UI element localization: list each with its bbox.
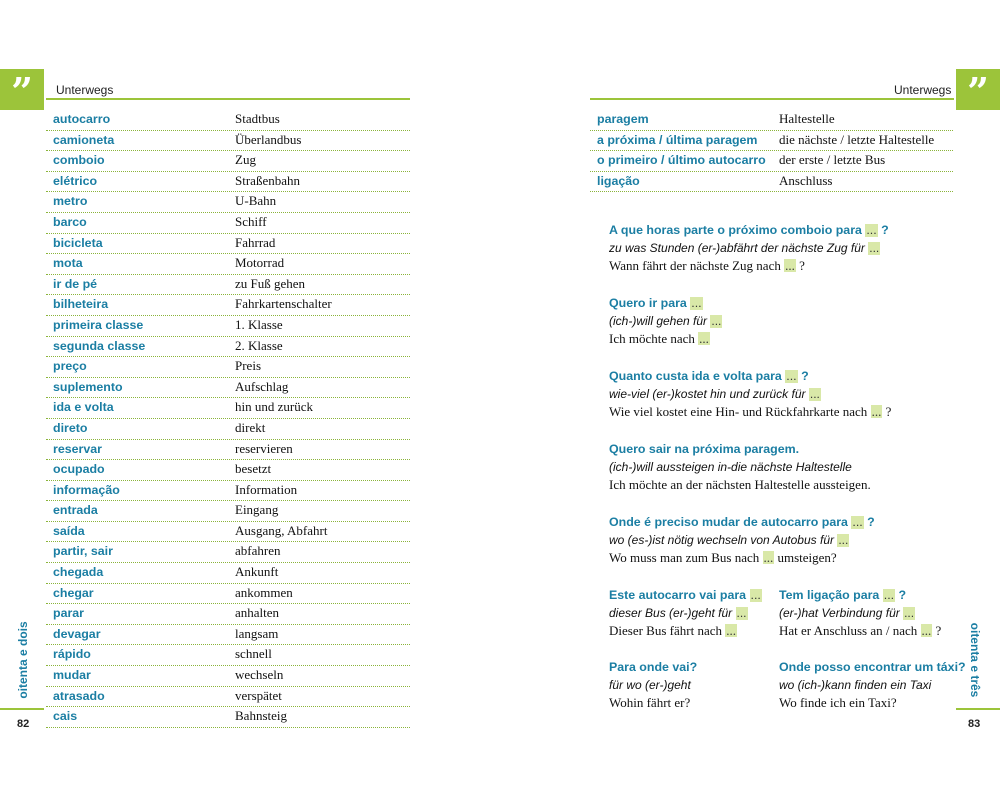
vocab-row	[590, 151, 953, 172]
vocab-row	[46, 234, 410, 255]
phrase-block	[779, 586, 941, 640]
placeholder-gap: ...	[866, 223, 877, 237]
phrase-block	[609, 367, 891, 421]
vocab-portuguese: direto	[53, 420, 88, 435]
placeholder-gap: ...	[838, 533, 849, 547]
vocab-portuguese: cais	[53, 709, 78, 724]
vocab-german: Anschluss	[779, 172, 833, 188]
vocab-portuguese: reservar	[53, 441, 102, 456]
phrase-german: Ich möchte an der nächsten Haltestelle aussteigen.	[609, 477, 871, 492]
vocab-row	[46, 110, 410, 131]
vocab-portuguese: chegada	[53, 565, 104, 580]
vocab-german: ankommen	[235, 584, 293, 600]
phrase-block	[609, 221, 889, 275]
vocab-german: reservieren	[235, 440, 293, 456]
vocab-portuguese: mudar	[53, 668, 91, 683]
vocab-portuguese: o primeiro / último autocarro	[597, 153, 766, 168]
phrase-portuguese: Quanto custa ida e volta para ... ?	[609, 369, 809, 383]
vocab-row	[46, 378, 410, 399]
vocab-german: Straßenbahn	[235, 172, 300, 188]
vocab-portuguese: ida e volta	[53, 400, 114, 415]
placeholder-gap: ...	[809, 387, 820, 401]
phrase-german: Dieser Bus fährt nach ...	[609, 623, 736, 638]
vocab-row	[46, 687, 410, 708]
phrase-literal: wo (es-)ist nötig wechseln von Autobus für ...	[609, 533, 849, 547]
placeholder-gap: ...	[699, 331, 709, 346]
phrase-portuguese: A que horas parte o próximo comboio para ... ?	[609, 223, 889, 237]
vocab-portuguese: comboio	[53, 153, 105, 168]
vocab-portuguese: elétrico	[53, 173, 98, 188]
page-number-divider-left	[0, 708, 44, 710]
vocab-german: Haltestelle	[779, 111, 835, 126]
placeholder-gap: ...	[921, 623, 932, 638]
vocab-row	[46, 254, 410, 275]
quote-icon-left: ”	[0, 69, 44, 110]
vocab-german: Preis	[235, 358, 261, 374]
vocab-portuguese: partir, sair	[53, 544, 113, 559]
side-label-right: oitenta e três	[968, 622, 982, 698]
phrase-block	[609, 586, 762, 640]
vocab-german: die nächste / letzte Haltestelle	[779, 131, 935, 147]
page-number-left: 82	[17, 718, 30, 730]
phrase-block	[609, 513, 875, 567]
vocab-row	[46, 192, 410, 213]
vocab-row	[46, 625, 410, 646]
vocab-row	[46, 645, 410, 666]
phrase-literal: (er-)hat Verbindung für ...	[779, 606, 915, 620]
vocab-row	[46, 151, 410, 172]
vocab-row	[46, 707, 410, 728]
vocab-row	[46, 337, 410, 358]
vocab-german: langsam	[235, 625, 279, 641]
vocab-german: schnell	[235, 646, 272, 662]
vocab-german: der erste / letzte Bus	[779, 152, 886, 168]
placeholder-gap: ...	[711, 314, 722, 328]
vocab-german: abfahren	[235, 543, 281, 559]
vocab-row	[46, 398, 410, 419]
placeholder-gap: ...	[785, 258, 795, 273]
side-label-left: oitenta e dois	[16, 621, 30, 699]
vocab-german: Fahrkartenschalter	[235, 296, 332, 312]
vocab-german: anhalten	[235, 605, 280, 621]
vocab-german: Eingang	[235, 502, 279, 518]
vocab-portuguese: a próxima / última paragem	[597, 132, 758, 147]
vocab-row	[46, 316, 410, 337]
phrase-german: Wo muss man zum Bus nach ... umsteigen?	[609, 550, 837, 565]
vocab-portuguese: suplemento	[53, 379, 123, 394]
placeholder-gap: ...	[871, 404, 882, 419]
vocab-row	[46, 604, 410, 625]
phrase-german: Wie viel kostet eine Hin- und Rückfahrkarte nach ... ?	[609, 404, 892, 419]
phrase-portuguese: Para onde vai?	[609, 660, 698, 674]
vocab-german: Stadtbus	[235, 111, 280, 126]
placeholder-gap: ...	[883, 588, 895, 602]
vocab-german: Motorrad	[235, 255, 285, 271]
vocab-portuguese: rápido	[53, 647, 91, 662]
phrase-literal: wie-viel (er-)kostet hin und zurück für ...	[609, 387, 820, 401]
vocab-portuguese: ir de pé	[53, 276, 98, 291]
vocab-german: Ankunft	[235, 564, 279, 580]
vocab-portuguese: parar	[53, 606, 84, 621]
vocab-portuguese: chegar	[53, 585, 94, 600]
phrase-german: Wohin fährt er?	[609, 695, 691, 710]
phrase-portuguese: Quero ir para ...	[609, 296, 702, 310]
quote-icon-right: ”	[956, 69, 1000, 110]
phrase-literal: dieser Bus (er-)geht für ...	[609, 606, 747, 620]
vocab-row	[46, 275, 410, 296]
vocab-row	[46, 295, 410, 316]
vocab-german: Ausgang, Abfahrt	[235, 522, 328, 538]
vocab-row	[46, 440, 410, 461]
vocab-list-left	[46, 110, 410, 728]
vocab-row	[46, 584, 410, 605]
placeholder-gap: ...	[736, 606, 747, 620]
vocab-row	[46, 213, 410, 234]
page-header-right: Unterwegs	[894, 83, 952, 97]
placeholder-gap: ...	[904, 606, 915, 620]
phrase-block	[609, 294, 722, 348]
vocab-portuguese: preço	[53, 359, 87, 374]
phrase-german: Hat er Anschluss an / nach ... ?	[779, 623, 942, 638]
vocab-german: zu Fuß gehen	[235, 275, 306, 291]
vocab-row	[46, 481, 410, 502]
vocab-german: verspätet	[235, 687, 282, 703]
phrase-literal: (ich-)will gehen für ...	[609, 314, 722, 328]
vocab-portuguese: entrada	[53, 503, 98, 518]
vocab-german: Schiff	[235, 213, 267, 229]
phrase-literal: (ich-)will aussteigen in-die nächste Haltestelle	[609, 460, 852, 474]
vocab-row	[46, 172, 410, 193]
vocab-portuguese: bilheteira	[53, 297, 109, 312]
vocab-german: U-Bahn	[235, 193, 277, 209]
vocab-german: Bahnsteig	[235, 708, 287, 724]
vocab-row	[46, 419, 410, 440]
vocab-portuguese: mota	[53, 256, 83, 271]
phrase-portuguese: Onde é preciso mudar de autocarro para ... ?	[609, 515, 875, 529]
vocab-german: 2. Klasse	[235, 337, 283, 353]
vocab-row	[46, 460, 410, 481]
vocab-row	[46, 501, 410, 522]
vocab-portuguese: paragem	[597, 112, 649, 126]
page-number-right: 83	[968, 718, 981, 730]
vocab-row	[590, 131, 953, 152]
vocab-portuguese: ocupado	[53, 462, 105, 477]
phrase-portuguese: Tem ligação para ... ?	[779, 588, 907, 602]
vocab-german: direkt	[235, 419, 266, 435]
vocab-row	[46, 542, 410, 563]
phrase-block	[609, 440, 871, 494]
vocab-portuguese: saída	[53, 523, 85, 538]
placeholder-gap: ...	[852, 515, 863, 529]
vocab-german: Aufschlag	[235, 378, 289, 394]
vocab-row	[46, 666, 410, 687]
vocab-portuguese: devagar	[53, 626, 101, 641]
vocab-german: Information	[235, 481, 298, 497]
phrase-block	[779, 658, 966, 712]
phrase-portuguese: Este autocarro vai para ...	[609, 588, 761, 602]
vocab-row	[590, 110, 953, 131]
phrase-german: Ich möchte nach ...	[609, 331, 709, 346]
vocab-row	[46, 357, 410, 378]
vocab-portuguese: ligação	[597, 173, 640, 188]
vocab-german: 1. Klasse	[235, 316, 283, 332]
placeholder-gap: ...	[691, 296, 702, 310]
page-header-left: Unterwegs	[56, 83, 114, 97]
placeholder-gap: ...	[786, 369, 797, 383]
phrase-german: Wo finde ich ein Taxi?	[779, 695, 897, 710]
vocab-row	[46, 131, 410, 152]
vocab-row	[46, 522, 410, 543]
phrase-literal: zu was Stunden (er-)abfährt der nächste Zug für ...	[609, 241, 880, 255]
phrase-portuguese: Onde posso encontrar um táxi?	[779, 660, 966, 674]
vocab-portuguese: bicicleta	[53, 235, 103, 250]
phrase-block	[609, 658, 697, 712]
vocab-portuguese: informação	[53, 482, 120, 497]
placeholder-gap: ...	[763, 550, 774, 565]
phrase-literal: wo (ich-)kann finden ein Taxi	[779, 678, 932, 692]
header-divider-left	[46, 98, 410, 100]
page-number-divider-right	[956, 708, 1000, 710]
vocab-portuguese: segunda classe	[53, 338, 146, 353]
vocab-row	[46, 563, 410, 584]
vocab-german: hin und zurück	[235, 399, 313, 415]
placeholder-gap: ...	[726, 623, 736, 638]
vocab-german: wechseln	[235, 667, 284, 683]
placeholder-gap: ...	[750, 588, 761, 602]
vocab-list-right	[590, 110, 953, 192]
vocab-german: Überlandbus	[235, 131, 302, 147]
header-divider-right	[590, 98, 954, 100]
placeholder-gap: ...	[869, 241, 880, 255]
vocab-portuguese: autocarro	[53, 112, 111, 126]
phrase-portuguese: Quero sair na próxima paragem.	[609, 442, 800, 456]
vocab-german: Zug	[235, 152, 256, 168]
vocab-row	[590, 172, 953, 193]
phrase-literal: für wo (er-)geht	[609, 678, 691, 692]
vocab-german: besetzt	[235, 461, 272, 477]
phrase-german: Wann fährt der nächste Zug nach ... ?	[609, 258, 805, 273]
vocab-german: Fahrrad	[235, 234, 276, 250]
vocab-portuguese: camioneta	[53, 132, 115, 147]
vocab-portuguese: primeira classe	[53, 317, 144, 332]
vocab-portuguese: atrasado	[53, 688, 105, 703]
vocab-portuguese: metro	[53, 194, 88, 209]
vocab-portuguese: barco	[53, 214, 87, 229]
